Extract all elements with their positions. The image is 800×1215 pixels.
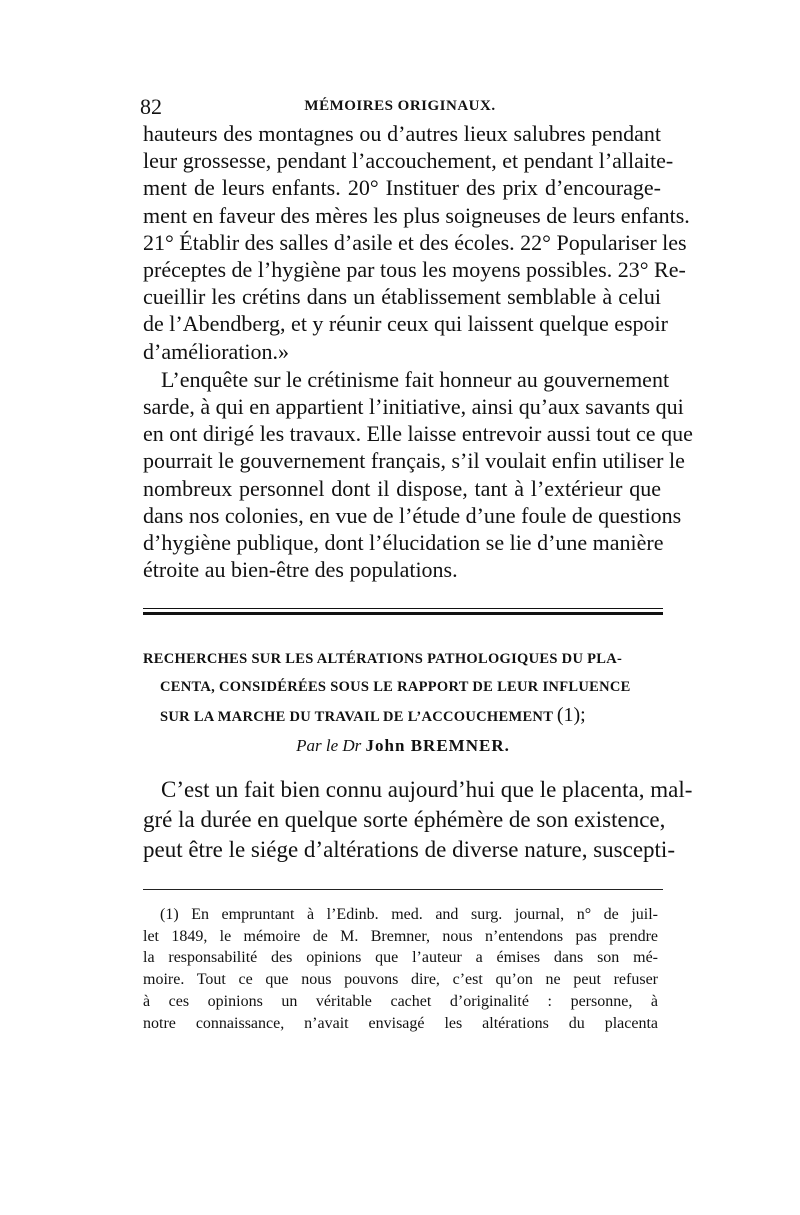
running-head: MÉMOIRES ORIGINAUX. <box>304 98 496 114</box>
text-line: peut être le siége d’altérations de diverse nature, suscepti- <box>143 837 675 862</box>
page-number: 82 <box>140 94 162 119</box>
text-line: 21° Établir des salles d’asile et des écoles. 22° Populariser les <box>143 229 687 255</box>
title-line: RECHERCHES SUR LES ALTÉRATIONS PATHOLOGIQUES DU PLA- <box>143 651 623 667</box>
byline-prefix: Par le Dr <box>296 736 362 755</box>
text-line: de l’Abendberg, et y réunir ceux qui laissent quelque espoir <box>143 311 668 337</box>
text-line: préceptes de l’hygiène par tous les moyens possibles. 23° Re- <box>143 257 686 283</box>
text-line: ment en faveur des mères les plus soigneuses de leurs enfants. <box>143 202 690 228</box>
article-intro <box>143 775 693 865</box>
footnote <box>143 904 658 1034</box>
byline <box>143 734 663 758</box>
text-line: nombreux personnel dont il dispose, tant à l’extérieur que <box>143 475 661 501</box>
text-line: cueillir les crétins dans un établissement semblable à celui <box>143 284 661 310</box>
footnote-line: à ces opinions un véritable cachet d’originalité : personne, à <box>143 992 658 1010</box>
text-line: d’amélioration.» <box>143 338 290 364</box>
footnote-line: (1) En empruntant à l’Edinb. med. and surg. journal, n° de juil- <box>160 906 658 923</box>
footnote-divider <box>143 889 663 890</box>
footnote-line: la responsabilité des opinions que l’auteur a émises dans son mé- <box>143 949 658 967</box>
text-line: L’enquête sur le crétinisme fait honneur au gouvernement <box>161 366 670 392</box>
text-line: ment de leurs enfants. 20° Instituer des prix d’encourage- <box>143 175 661 201</box>
text-line: C’est un fait bien connu aujourd’hui que le placenta, mal- <box>161 777 693 802</box>
title-line <box>143 701 663 731</box>
text-line: leur grossesse, pendant l’accouchement, et pendant l’allaite- <box>143 148 674 174</box>
body-text <box>143 120 693 583</box>
title-line-text: SUR LA MARCHE DU TRAVAIL DE L’ACCOUCHEMENT <box>160 709 553 725</box>
text-line: hauteurs des montagnes ou d’autres lieux salubres pendant <box>143 121 661 146</box>
text-line: gré la durée en quelque sorte éphémère de son existence, <box>143 807 666 832</box>
text-line: d’hygiène publique, dont l’élucidation se lie d’une manière <box>143 530 664 556</box>
footnote-line: let 1849, le mémoire de M. Bremner, nous n’entendons pas prendre <box>143 927 658 945</box>
text-line: sarde, à qui en appartient l’initiative, ainsi qu’aux savants qui <box>143 394 684 420</box>
text-line: dans nos colonies, en vue de l’étude d’une foule de questions <box>143 502 682 528</box>
section-divider <box>143 608 663 616</box>
title-line: CENTA, CONSIDÉRÉES SOUS LE RAPPORT DE LEUR INFLUENCE <box>160 679 631 695</box>
article-title <box>143 645 663 731</box>
text-line: pourrait le gouvernement français, s’il voulait enfin utiliser le <box>143 448 685 474</box>
footnote-line: notre connaissance, n’avait envisagé les altérations du placenta <box>143 1014 658 1032</box>
footnote-reference: (1); <box>556 704 586 726</box>
text-line: en ont dirigé les travaux. Elle laisse entrevoir aussi tout ce que <box>143 421 693 447</box>
footnote-line: moire. Tout ce que nous pouvons dire, c’est qu’on ne peut refuser <box>143 971 658 989</box>
author-name: John BREMNER. <box>365 736 510 755</box>
text-line: étroite au bien-être des populations. <box>143 557 458 583</box>
